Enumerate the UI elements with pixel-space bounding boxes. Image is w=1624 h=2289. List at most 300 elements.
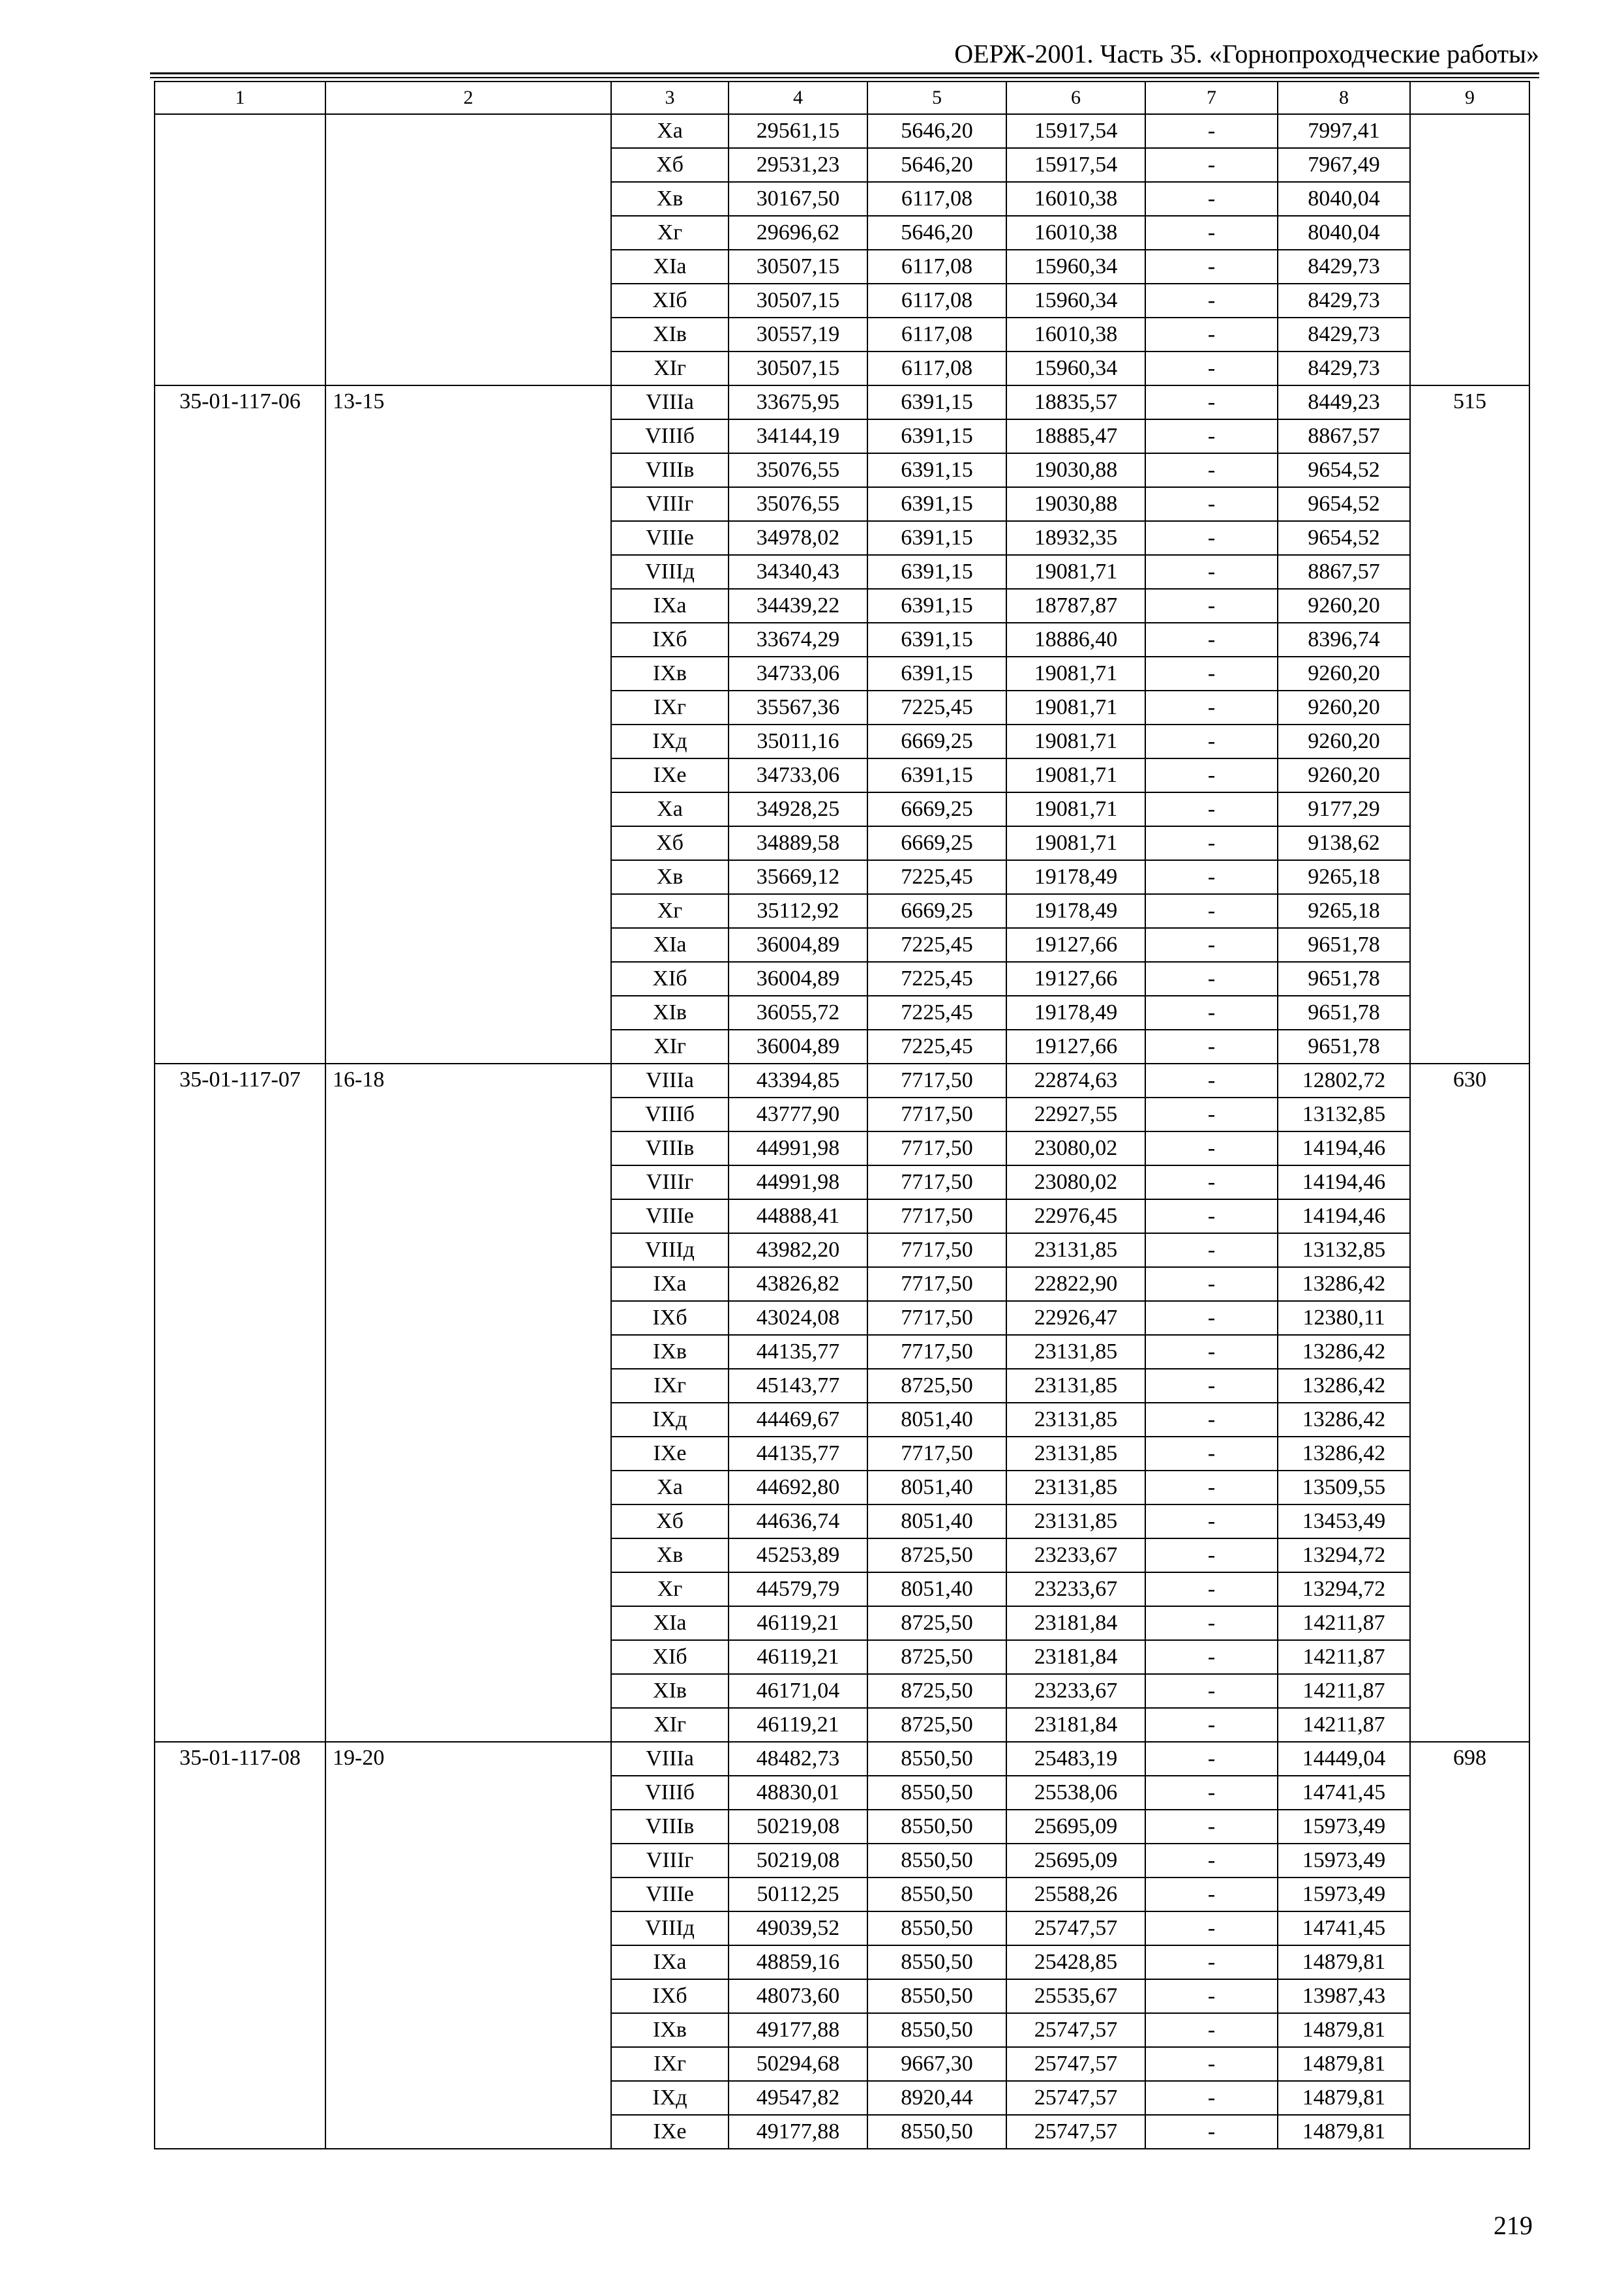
value-cell: - <box>1145 928 1278 962</box>
value-cell: - <box>1145 1606 1278 1640</box>
value-cell: 15917,54 <box>1006 114 1145 148</box>
value-cell: 19178,49 <box>1006 996 1145 1030</box>
value-cell: 25747,57 <box>1006 2047 1145 2081</box>
value-cell: 23233,67 <box>1006 1572 1145 1606</box>
value-cell: 7717,50 <box>867 1301 1006 1335</box>
value-cell: 18835,57 <box>1006 385 1145 419</box>
value-cell: 36055,72 <box>729 996 867 1030</box>
rock-group-cell: Xa <box>611 114 729 148</box>
value-cell: 8429,73 <box>1278 284 1410 318</box>
value-cell: 8550,50 <box>867 1776 1006 1810</box>
value-cell: 34439,22 <box>729 589 867 623</box>
value-cell: 45253,89 <box>729 1538 867 1572</box>
value-cell: 46171,04 <box>729 1674 867 1708</box>
rock-group-cell: XIб <box>611 1640 729 1674</box>
value-cell: 44135,77 <box>729 1335 867 1369</box>
value-cell: 34733,06 <box>729 758 867 792</box>
value-cell: 25747,57 <box>1006 2115 1145 2149</box>
value-cell: 13286,42 <box>1278 1335 1410 1369</box>
value-cell: 8867,57 <box>1278 419 1410 453</box>
value-cell: - <box>1145 1437 1278 1471</box>
rock-group-cell: IXе <box>611 758 729 792</box>
value-cell: - <box>1145 589 1278 623</box>
value-cell: 46119,21 <box>729 1708 867 1742</box>
column-number-header: 3 <box>611 82 729 114</box>
value-cell: - <box>1145 758 1278 792</box>
value-cell: 36004,89 <box>729 928 867 962</box>
count-cell: 698 <box>1410 1742 1529 2149</box>
value-cell: - <box>1145 1538 1278 1572</box>
value-cell: 9265,18 <box>1278 894 1410 928</box>
rock-group-cell: IXб <box>611 1301 729 1335</box>
rock-group-cell: VIIIе <box>611 1199 729 1233</box>
value-cell: 14879,81 <box>1278 2081 1410 2115</box>
value-cell: 14194,46 <box>1278 1199 1410 1233</box>
value-cell: 19127,66 <box>1006 962 1145 996</box>
value-cell: 44636,74 <box>729 1504 867 1538</box>
value-cell: 36004,89 <box>729 1030 867 1064</box>
rock-group-cell: VIIIе <box>611 1878 729 1911</box>
value-cell: 16010,38 <box>1006 318 1145 352</box>
value-cell: 34733,06 <box>729 657 867 691</box>
value-cell: 14879,81 <box>1278 2115 1410 2149</box>
rock-group-cell: VIIIa <box>611 385 729 419</box>
value-cell: 7717,50 <box>867 1165 1006 1199</box>
rock-group-cell: IXд <box>611 725 729 758</box>
column-number-header: 8 <box>1278 82 1410 114</box>
value-cell: 46119,21 <box>729 1640 867 1674</box>
value-cell: 7717,50 <box>867 1131 1006 1165</box>
value-cell: - <box>1145 1776 1278 1810</box>
value-cell: - <box>1145 2115 1278 2149</box>
value-cell: 15973,49 <box>1278 1810 1410 1844</box>
rock-group-cell: VIIIб <box>611 1776 729 1810</box>
value-cell: - <box>1145 657 1278 691</box>
value-cell: 14741,45 <box>1278 1776 1410 1810</box>
value-cell: 18885,47 <box>1006 419 1145 453</box>
value-cell: - <box>1145 318 1278 352</box>
value-cell: 14211,87 <box>1278 1606 1410 1640</box>
value-cell: 25747,57 <box>1006 1911 1145 1945</box>
value-cell: 43394,85 <box>729 1064 867 1098</box>
value-cell: 12380,11 <box>1278 1301 1410 1335</box>
value-cell: 30507,15 <box>729 250 867 284</box>
value-cell: 22926,47 <box>1006 1301 1145 1335</box>
rock-group-cell: VIIIе <box>611 521 729 555</box>
value-cell: 8550,50 <box>867 1945 1006 1979</box>
rock-group-cell: IXд <box>611 2081 729 2115</box>
value-cell: 7997,41 <box>1278 114 1410 148</box>
value-cell: 34144,19 <box>729 419 867 453</box>
rock-group-cell: VIIIд <box>611 1233 729 1267</box>
value-cell: - <box>1145 182 1278 216</box>
value-cell: 36004,89 <box>729 962 867 996</box>
value-cell: 7225,45 <box>867 1030 1006 1064</box>
rock-group-cell: VIIIa <box>611 1742 729 1776</box>
value-cell: 25695,09 <box>1006 1810 1145 1844</box>
value-cell: 18787,87 <box>1006 589 1145 623</box>
value-cell: 8725,50 <box>867 1708 1006 1742</box>
value-cell: 6669,25 <box>867 792 1006 826</box>
value-cell: 13132,85 <box>1278 1098 1410 1131</box>
column-number-header: 7 <box>1145 82 1278 114</box>
value-cell: 8040,04 <box>1278 182 1410 216</box>
value-cell: 13453,49 <box>1278 1504 1410 1538</box>
rock-group-cell: VIIIб <box>611 1098 729 1131</box>
rock-group-cell: IXб <box>611 1979 729 2013</box>
value-cell: 23131,85 <box>1006 1471 1145 1504</box>
value-cell: 13509,55 <box>1278 1471 1410 1504</box>
value-cell: - <box>1145 1064 1278 1098</box>
rock-group-cell: XIг <box>611 1708 729 1742</box>
rock-group-cell: IXг <box>611 691 729 725</box>
value-cell: 50294,68 <box>729 2047 867 2081</box>
value-cell: 6669,25 <box>867 725 1006 758</box>
rock-group-cell: IXе <box>611 2115 729 2149</box>
value-cell: 22927,55 <box>1006 1098 1145 1131</box>
rock-group-cell: VIIIг <box>611 1165 729 1199</box>
value-cell: 7717,50 <box>867 1335 1006 1369</box>
rate-code-cell: 35-01-117-08 <box>155 1742 325 2149</box>
value-cell: 9654,52 <box>1278 453 1410 487</box>
running-header: ОЕРЖ-2001. Часть 35. «Горнопроходческие работы» <box>954 39 1539 68</box>
value-cell: 23080,02 <box>1006 1131 1145 1165</box>
value-cell: 6669,25 <box>867 826 1006 860</box>
rate-code-cell: 35-01-117-07 <box>155 1064 325 1742</box>
value-cell: 13286,42 <box>1278 1437 1410 1471</box>
value-cell: 34928,25 <box>729 792 867 826</box>
value-cell: 35567,36 <box>729 691 867 725</box>
value-cell: 13286,42 <box>1278 1369 1410 1403</box>
value-cell: 15960,34 <box>1006 352 1145 385</box>
value-cell: 45143,77 <box>729 1369 867 1403</box>
value-cell: 6391,15 <box>867 657 1006 691</box>
value-cell: 13286,42 <box>1278 1267 1410 1301</box>
value-cell: 8920,44 <box>867 2081 1006 2115</box>
column-number-header: 4 <box>729 82 867 114</box>
value-cell: 13294,72 <box>1278 1538 1410 1572</box>
value-cell: 49177,88 <box>729 2115 867 2149</box>
value-cell: 23181,84 <box>1006 1640 1145 1674</box>
rock-group-cell: VIIIг <box>611 1844 729 1878</box>
count-cell <box>1410 114 1529 385</box>
value-cell: 14449,04 <box>1278 1742 1410 1776</box>
value-cell: 25538,06 <box>1006 1776 1145 1810</box>
value-cell: - <box>1145 962 1278 996</box>
value-cell: - <box>1145 826 1278 860</box>
value-cell: - <box>1145 725 1278 758</box>
value-cell: - <box>1145 487 1278 521</box>
value-cell: 5646,20 <box>867 216 1006 250</box>
value-cell: - <box>1145 1674 1278 1708</box>
value-cell: 13987,43 <box>1278 1979 1410 2013</box>
value-cell: 14211,87 <box>1278 1674 1410 1708</box>
value-cell: 6669,25 <box>867 894 1006 928</box>
value-cell: 8429,73 <box>1278 352 1410 385</box>
value-cell: 19081,71 <box>1006 657 1145 691</box>
value-cell: - <box>1145 1844 1278 1878</box>
column-number-header: 5 <box>867 82 1006 114</box>
value-cell: 8396,74 <box>1278 623 1410 657</box>
value-cell: 8550,50 <box>867 1742 1006 1776</box>
value-cell: 7717,50 <box>867 1233 1006 1267</box>
rock-group-cell: Xб <box>611 826 729 860</box>
value-cell: 8550,50 <box>867 1911 1006 1945</box>
rock-group-cell: XIв <box>611 996 729 1030</box>
value-cell: - <box>1145 148 1278 182</box>
value-cell: 49039,52 <box>729 1911 867 1945</box>
value-cell: 48830,01 <box>729 1776 867 1810</box>
value-cell: 34978,02 <box>729 521 867 555</box>
value-cell: - <box>1145 1403 1278 1437</box>
rates-table <box>154 81 1530 2149</box>
value-cell: 23181,84 <box>1006 1708 1145 1742</box>
value-cell: 14194,46 <box>1278 1131 1410 1165</box>
value-cell: - <box>1145 1233 1278 1267</box>
value-cell: - <box>1145 691 1278 725</box>
rock-group-cell: Xб <box>611 148 729 182</box>
value-cell: 8725,50 <box>867 1369 1006 1403</box>
rock-group-cell: Xa <box>611 792 729 826</box>
value-cell: 48073,60 <box>729 1979 867 2013</box>
value-cell: 9265,18 <box>1278 860 1410 894</box>
value-cell: 9654,52 <box>1278 487 1410 521</box>
value-cell: 6117,08 <box>867 284 1006 318</box>
value-cell: 7717,50 <box>867 1064 1006 1098</box>
value-cell: 7967,49 <box>1278 148 1410 182</box>
value-cell: 14879,81 <box>1278 2013 1410 2047</box>
value-cell: 19081,71 <box>1006 691 1145 725</box>
value-cell: 22874,63 <box>1006 1064 1145 1098</box>
value-cell: 19178,49 <box>1006 860 1145 894</box>
rock-group-cell: VIIIв <box>611 1131 729 1165</box>
column-number-header: 6 <box>1006 82 1145 114</box>
value-cell: 19127,66 <box>1006 928 1145 962</box>
value-cell: - <box>1145 1335 1278 1369</box>
value-cell: 9177,29 <box>1278 792 1410 826</box>
value-cell: 50219,08 <box>729 1810 867 1844</box>
value-cell: 23131,85 <box>1006 1335 1145 1369</box>
value-cell: 19178,49 <box>1006 894 1145 928</box>
value-cell: 8550,50 <box>867 1810 1006 1844</box>
value-cell: 8550,50 <box>867 1878 1006 1911</box>
column-number-row <box>155 82 1529 114</box>
value-cell: 29531,23 <box>729 148 867 182</box>
value-cell: 35076,55 <box>729 487 867 521</box>
value-cell: 9667,30 <box>867 2047 1006 2081</box>
value-cell: 7225,45 <box>867 860 1006 894</box>
rock-group-cell: VIIIд <box>611 1911 729 1945</box>
value-cell: 25428,85 <box>1006 1945 1145 1979</box>
table-row <box>155 114 1529 148</box>
value-cell: 35076,55 <box>729 453 867 487</box>
value-cell: 8429,73 <box>1278 250 1410 284</box>
value-cell: 9651,78 <box>1278 928 1410 962</box>
rock-group-cell: Xг <box>611 216 729 250</box>
value-cell: - <box>1145 216 1278 250</box>
column-number-header: 9 <box>1410 82 1529 114</box>
value-cell: 8867,57 <box>1278 555 1410 589</box>
value-cell: - <box>1145 1471 1278 1504</box>
value-cell: 15973,49 <box>1278 1844 1410 1878</box>
range-cell: 16-18 <box>325 1064 611 1742</box>
rock-group-cell: Xг <box>611 1572 729 1606</box>
value-cell: 44579,79 <box>729 1572 867 1606</box>
value-cell: 34889,58 <box>729 826 867 860</box>
value-cell: 9651,78 <box>1278 996 1410 1030</box>
rock-group-cell: IXб <box>611 623 729 657</box>
value-cell: 8725,50 <box>867 1538 1006 1572</box>
value-cell: 6391,15 <box>867 589 1006 623</box>
value-cell: 9260,20 <box>1278 589 1410 623</box>
value-cell: 7717,50 <box>867 1437 1006 1471</box>
column-number-header: 2 <box>325 82 611 114</box>
value-cell: 16010,38 <box>1006 182 1145 216</box>
value-cell: 23131,85 <box>1006 1233 1145 1267</box>
value-cell: - <box>1145 1572 1278 1606</box>
rock-group-cell: XIг <box>611 1030 729 1064</box>
value-cell: 30507,15 <box>729 352 867 385</box>
value-cell: 7225,45 <box>867 928 1006 962</box>
value-cell: 6117,08 <box>867 318 1006 352</box>
rock-group-cell: XIб <box>611 284 729 318</box>
value-cell: - <box>1145 1131 1278 1165</box>
column-number-header: 1 <box>155 82 325 114</box>
value-cell: 15917,54 <box>1006 148 1145 182</box>
value-cell: 46119,21 <box>729 1606 867 1640</box>
value-cell: 9260,20 <box>1278 657 1410 691</box>
rock-group-cell: XIa <box>611 1606 729 1640</box>
value-cell: 9138,62 <box>1278 826 1410 860</box>
value-cell: 44692,80 <box>729 1471 867 1504</box>
value-cell: 23233,67 <box>1006 1674 1145 1708</box>
value-cell: 8550,50 <box>867 2115 1006 2149</box>
value-cell: - <box>1145 2081 1278 2115</box>
rock-group-cell: VIIIa <box>611 1064 729 1098</box>
value-cell: 49547,82 <box>729 2081 867 2115</box>
page-number: 219 <box>1494 2211 1533 2240</box>
rock-group-cell: XIг <box>611 352 729 385</box>
value-cell: 6391,15 <box>867 521 1006 555</box>
value-cell: 29696,62 <box>729 216 867 250</box>
value-cell: 7717,50 <box>867 1199 1006 1233</box>
value-cell: - <box>1145 1504 1278 1538</box>
value-cell: 50112,25 <box>729 1878 867 1911</box>
value-cell: 43024,08 <box>729 1301 867 1335</box>
value-cell: 6391,15 <box>867 623 1006 657</box>
rock-group-cell: VIIIд <box>611 555 729 589</box>
rock-group-cell: IXг <box>611 2047 729 2081</box>
value-cell: 6391,15 <box>867 419 1006 453</box>
value-cell: 29561,15 <box>729 114 867 148</box>
value-cell: - <box>1145 1267 1278 1301</box>
value-cell: 30507,15 <box>729 284 867 318</box>
value-cell: 9651,78 <box>1278 1030 1410 1064</box>
value-cell: 6117,08 <box>867 250 1006 284</box>
value-cell: 7225,45 <box>867 962 1006 996</box>
value-cell: 8051,40 <box>867 1403 1006 1437</box>
value-cell: - <box>1145 1640 1278 1674</box>
value-cell: 8449,23 <box>1278 385 1410 419</box>
value-cell: 16010,38 <box>1006 216 1145 250</box>
value-cell: 43826,82 <box>729 1267 867 1301</box>
value-cell: - <box>1145 555 1278 589</box>
value-cell: - <box>1145 419 1278 453</box>
value-cell: 5646,20 <box>867 148 1006 182</box>
value-cell: - <box>1145 1979 1278 2013</box>
table-row <box>155 385 1529 419</box>
value-cell: 18886,40 <box>1006 623 1145 657</box>
value-cell: 6391,15 <box>867 555 1006 589</box>
value-cell: 25695,09 <box>1006 1844 1145 1878</box>
value-cell: 44991,98 <box>729 1131 867 1165</box>
rock-group-cell: IXв <box>611 1335 729 1369</box>
value-cell: - <box>1145 894 1278 928</box>
value-cell: 43982,20 <box>729 1233 867 1267</box>
value-cell: 8051,40 <box>867 1471 1006 1504</box>
value-cell: 8550,50 <box>867 1844 1006 1878</box>
value-cell: 50219,08 <box>729 1844 867 1878</box>
value-cell: 23131,85 <box>1006 1369 1145 1403</box>
value-cell: 22822,90 <box>1006 1267 1145 1301</box>
value-cell: 25588,26 <box>1006 1878 1145 1911</box>
value-cell: 7717,50 <box>867 1098 1006 1131</box>
value-cell: 14211,87 <box>1278 1640 1410 1674</box>
table-body <box>155 114 1529 2149</box>
rate-code-cell <box>155 114 325 385</box>
value-cell: 6391,15 <box>867 385 1006 419</box>
value-cell: 30167,50 <box>729 182 867 216</box>
value-cell: - <box>1145 1742 1278 1776</box>
value-cell: 8725,50 <box>867 1640 1006 1674</box>
value-cell: 23080,02 <box>1006 1165 1145 1199</box>
value-cell: 22976,45 <box>1006 1199 1145 1233</box>
value-cell: - <box>1145 453 1278 487</box>
rock-group-cell: IXa <box>611 589 729 623</box>
value-cell: 7717,50 <box>867 1267 1006 1301</box>
range-cell: 19-20 <box>325 1742 611 2149</box>
value-cell: 13132,85 <box>1278 1233 1410 1267</box>
value-cell: - <box>1145 623 1278 657</box>
value-cell: 19127,66 <box>1006 1030 1145 1064</box>
value-cell: 18932,35 <box>1006 521 1145 555</box>
value-cell: - <box>1145 1301 1278 1335</box>
value-cell: 8051,40 <box>867 1504 1006 1538</box>
value-cell: - <box>1145 250 1278 284</box>
rock-group-cell: IXв <box>611 657 729 691</box>
value-cell: 34340,43 <box>729 555 867 589</box>
value-cell: 9654,52 <box>1278 521 1410 555</box>
value-cell: 15973,49 <box>1278 1878 1410 1911</box>
rock-group-cell: VIIIв <box>611 1810 729 1844</box>
value-cell: 9260,20 <box>1278 758 1410 792</box>
value-cell: 33674,29 <box>729 623 867 657</box>
value-cell: 9260,20 <box>1278 691 1410 725</box>
value-cell: 6391,15 <box>867 487 1006 521</box>
value-cell: 25747,57 <box>1006 2081 1145 2115</box>
value-cell: 44888,41 <box>729 1199 867 1233</box>
value-cell: 6117,08 <box>867 352 1006 385</box>
value-cell: 13286,42 <box>1278 1403 1410 1437</box>
value-cell: 8550,50 <box>867 2013 1006 2047</box>
value-cell: 25535,67 <box>1006 1979 1145 2013</box>
rock-group-cell: IXв <box>611 2013 729 2047</box>
rock-group-cell: VIIIв <box>611 453 729 487</box>
value-cell: 25747,57 <box>1006 2013 1145 2047</box>
value-cell: 13294,72 <box>1278 1572 1410 1606</box>
value-cell: - <box>1145 1098 1278 1131</box>
rock-group-cell: VIIIг <box>611 487 729 521</box>
